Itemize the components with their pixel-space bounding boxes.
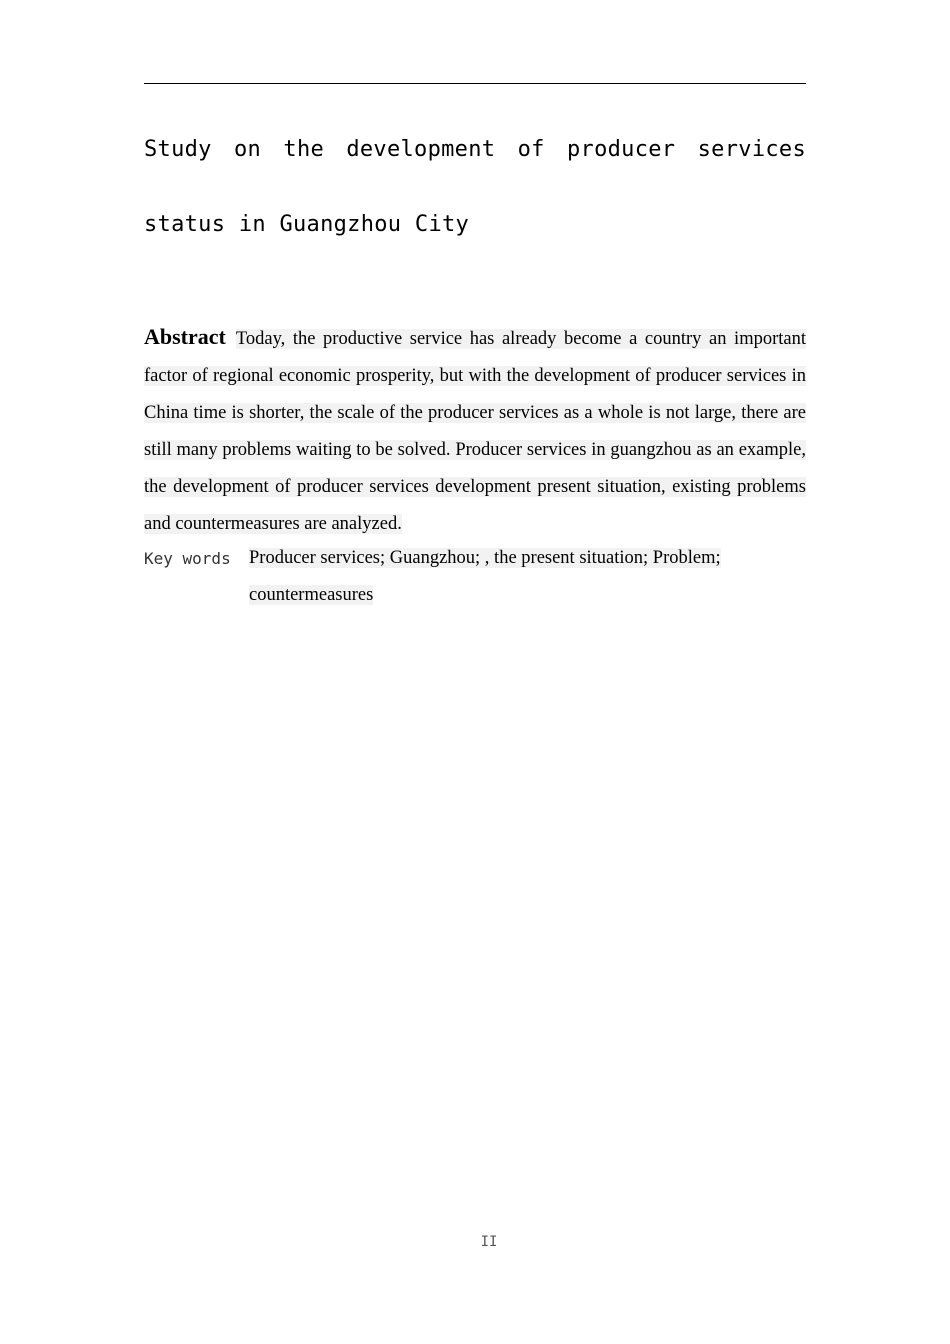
document-title (144, 128, 806, 237)
keywords-text: Producer services; Guangzhou; , the present situation; Problem; countermeasures (249, 548, 721, 605)
keywords-section (144, 540, 806, 620)
abstract-paragraph (144, 318, 806, 543)
title-line-1: Study on the development of producer services (144, 137, 806, 162)
abstract-label: Abstract (144, 324, 226, 349)
keywords-label: Key words (144, 549, 231, 568)
abstract-text: Today, the productive service has already become a country an important factor of regional economic prosperity, but with the development of producer services in China time is shorter, the scale of the producer services as a whole is not large, there are still many problems waiting to be solved. Producer services in guangzhou as an example, the development of producer services development present situation, existing problems and countermeasures are analyzed. (144, 329, 806, 534)
title-line-2: status in Guangzhou City (144, 212, 470, 237)
keywords-text-block (249, 540, 769, 614)
header-rule (144, 83, 806, 84)
page-number: II (480, 1234, 498, 1250)
